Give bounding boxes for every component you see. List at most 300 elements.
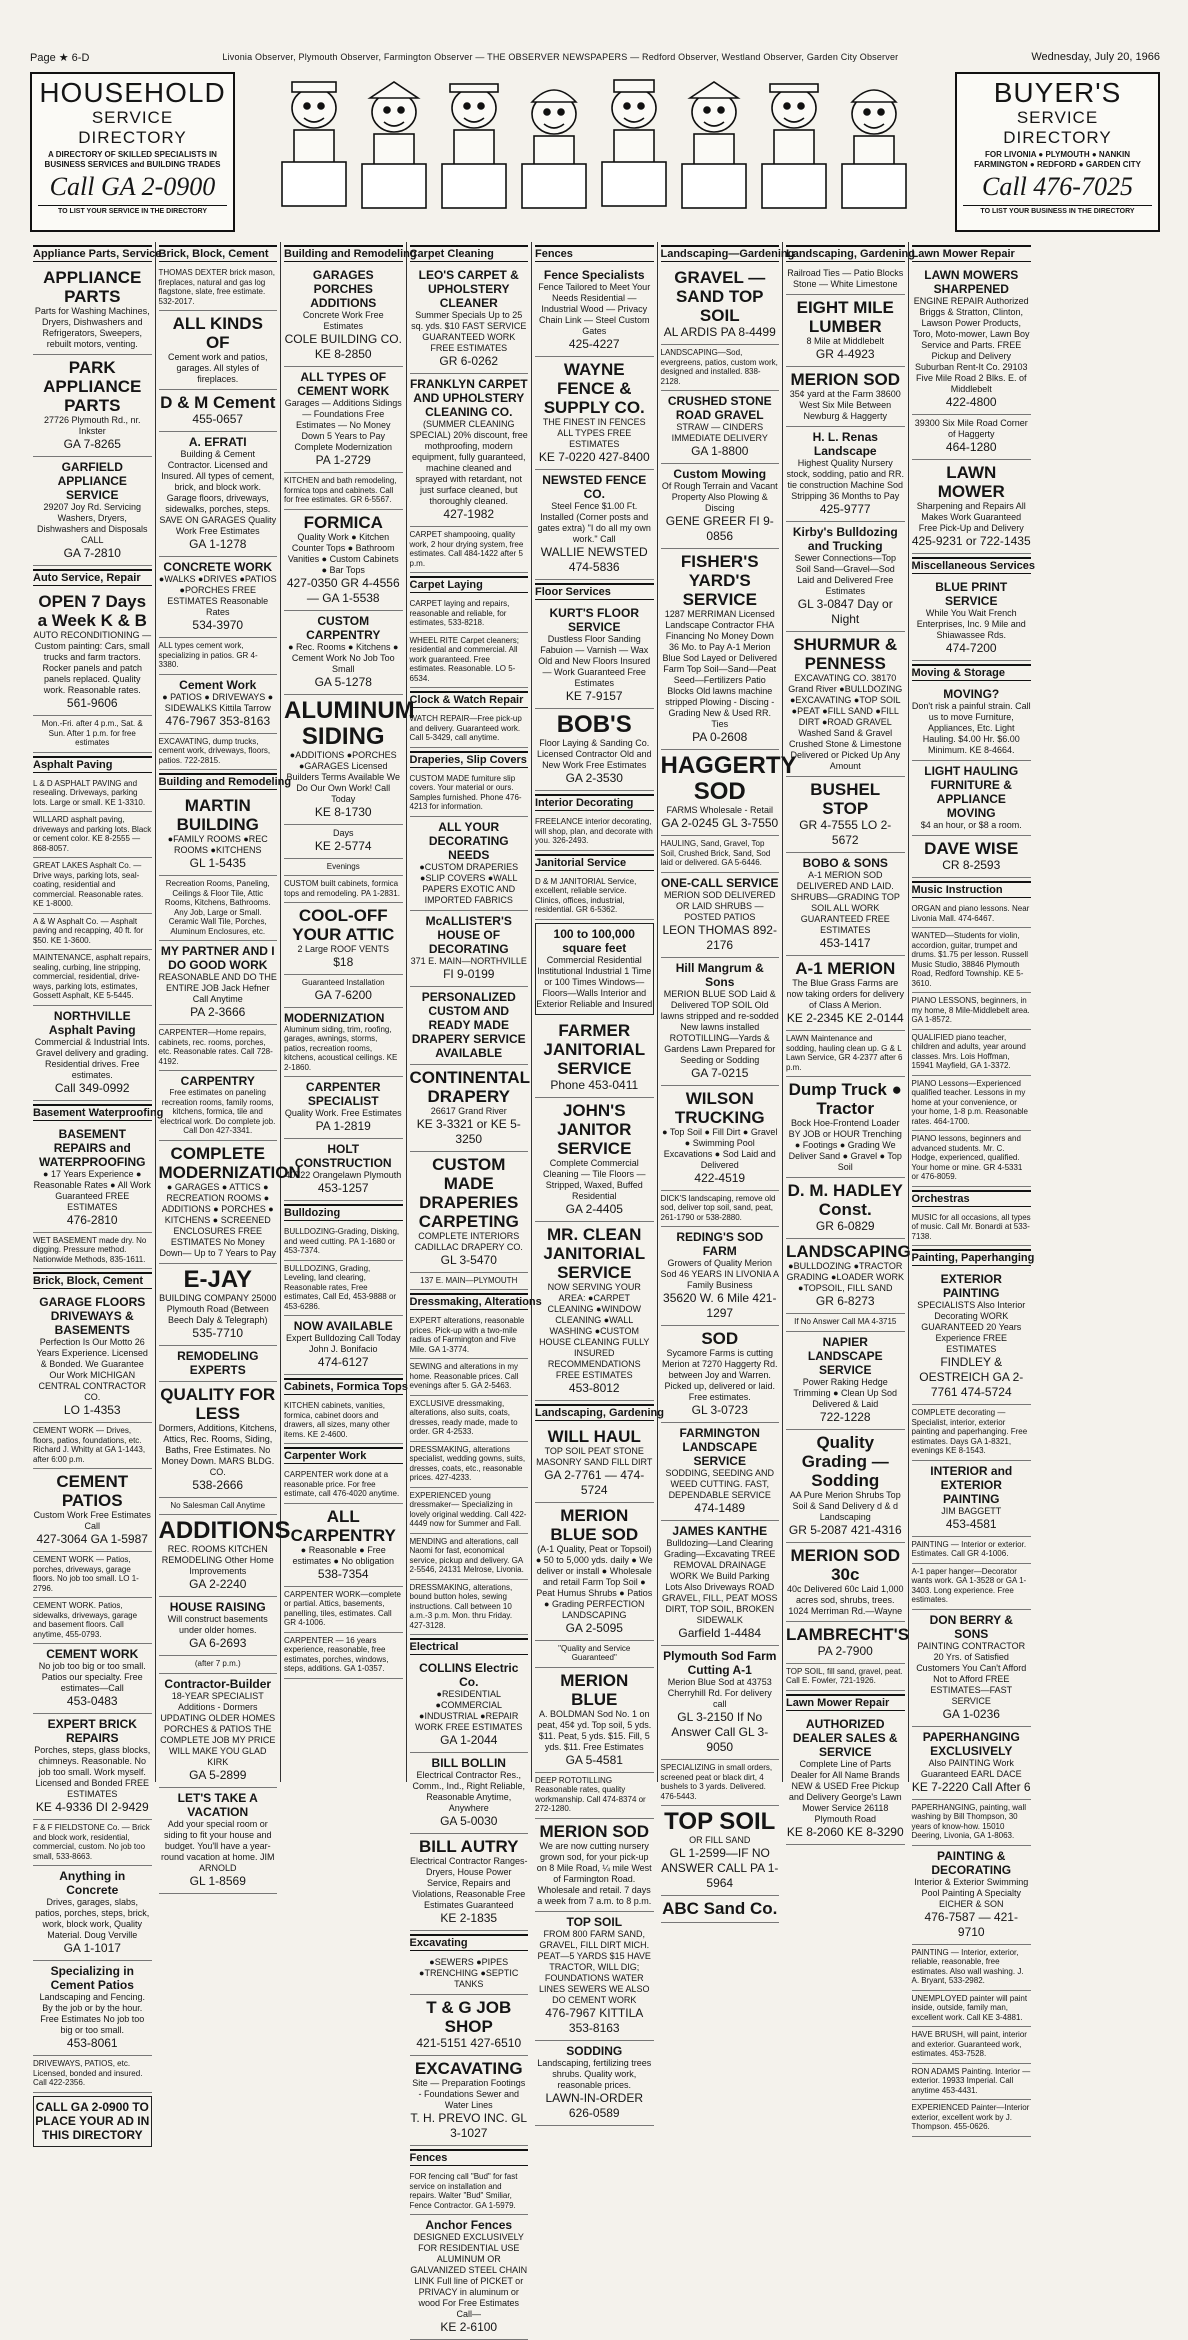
- ad-body: We are now cutting nursery grown sod, for your pick-up on 8 Mile Road, ¼ mile West of Farmington Road. Wholesale and retail. 7 days a week from 7 a.m. to 8 p.m.: [536, 1840, 652, 1906]
- classified-ad: [912, 1610, 1032, 1727]
- ad-title: ALL TYPES OF CEMENT WORK: [297, 370, 390, 398]
- classified-ad: [912, 1564, 1032, 1610]
- classified-ad: [159, 1656, 278, 1674]
- ad-body: LAWN Maintenance and sodding, hauling clean up. G & L Lawn Service, GR 4-2377 after 6 p.m.: [786, 1034, 903, 1072]
- ad-body: SPECIALIZING in small orders, screened peat or black dirt, 4 bushels to 3 yards. Delivered. 476-5443.: [660, 1763, 773, 1801]
- category-header: Carpenter Work: [284, 1447, 403, 1464]
- classified-ad: [410, 1534, 529, 1580]
- classified-ad: [786, 632, 905, 777]
- classified-ad: [410, 1313, 529, 1359]
- ad-body: 8 Mile at Middlebelt: [806, 336, 885, 346]
- classified-ad: [284, 367, 403, 473]
- ad-body: Cement work and patios, garages. All styles of fireplaces.: [167, 352, 268, 384]
- classified-ad: [535, 470, 654, 580]
- ad-body: D & M JANITORIAL Service, excellent, reliable service. Clinics, offices, industrial, residential. GR 6-5362.: [535, 876, 637, 914]
- ad-phone: GL 3-5470: [440, 1252, 497, 1267]
- ad-body: ENGINE REPAIR Authorized Briggs & Stratton, Clinton, Lawson Power Products, Toro, Moto-mower, Lawn Boy Service and Parts. FREE Pickup and Delivery Suburban Rent-It Co. 29103 Five Mile Road 2 Blks. E. of Middlebelt: [912, 296, 1030, 394]
- classified-ad: [284, 1261, 403, 1317]
- ad-phone: KE 7-9157: [565, 689, 623, 703]
- ad-title: Hill Mangrum & Sons: [675, 960, 764, 989]
- classified-ad: [159, 265, 278, 311]
- ad-body: Of Rough Terrain and Vacant Property Also Plowing & Discing: [661, 481, 778, 513]
- ad-body: Floor Laying & Sanding Co. Licensed Contractor Old and New Work Free Estimates: [536, 738, 652, 770]
- classified-ad: [410, 1442, 529, 1488]
- classified-ad: [410, 527, 529, 573]
- classified-ad: [786, 1622, 910, 1664]
- ad-body: GREAT LAKES Asphalt Co. — Drive ways, parking lots, seal-coating, residential and commercial. Reasonable rates. KE 1-8000.: [33, 861, 144, 908]
- ad-title: MERION SOD: [790, 370, 901, 389]
- ad-phone: CR 8-2593: [942, 858, 1001, 872]
- classified-ad: [786, 367, 905, 427]
- ad-body: REC. ROOMS KITCHEN REMODELING Other Home Improvements: [161, 1544, 274, 1576]
- ad-phone: $18: [333, 955, 354, 969]
- ad-body: 29207 Joy Rd. Servicing Washers, Dryers, Dishwashers and Disposals CALL: [36, 502, 148, 545]
- ad-title: MOVING?: [943, 687, 1000, 701]
- ad-phone: GA 2-5095: [565, 1620, 623, 1635]
- ad-title: SHURMUR & PENNESS: [793, 635, 898, 673]
- ad-title: Anchor Fences: [425, 2218, 513, 2232]
- category-header: Interior Decorating: [535, 794, 654, 811]
- ad-body: Railroad Ties — Patio Blocks Stone — White Limestone: [787, 268, 904, 289]
- ad-body: QUALIFIED piano teacher, children and adults, year around classes. Mrs. Lois Hoffman, 15941 Mayfield, GA 1-3372.: [911, 1032, 1026, 1070]
- classified-ad: [660, 750, 797, 836]
- ad-title: FARMINGTON LANDSCAPE SERVICE: [679, 1426, 760, 1468]
- classified-ad: [159, 876, 278, 941]
- ad-body: PAINTING — Interior or exterior. Estimates. Call GR 4-1006.: [911, 1539, 1027, 1558]
- ad-body: HAULING, Sand, Gravel, Top Soil, Crushed Brick, Sand, Sod laid or delivered. GA 5-6446.: [660, 839, 771, 867]
- ad-body: THOMAS DEXTER brick mason, fireplaces, natural and gas log flagstone, slate, free estimate. 532-2017.: [158, 268, 275, 306]
- classified-ad: [159, 1674, 278, 1788]
- ad-title: LEO'S CARPET & UPHOLSTERY CLEANER: [418, 268, 519, 310]
- ad-title: HAGGERTY SOD: [660, 752, 797, 805]
- classified-ad: [410, 987, 529, 1065]
- classified-ad: [410, 2215, 529, 2340]
- ad-body: L & D ASPHALT PAVING and resealing. Driveways, parking lots. Large or small. KE 1-3310.: [33, 778, 146, 807]
- ad-body: SODDING, SEEDING AND WEED CUTTING. FAST, DEPENDABLE SERVICE: [665, 1468, 775, 1500]
- ad-phone: Garfield 1-4484: [678, 1626, 762, 1640]
- category-header: Auto Service, Repair: [33, 569, 152, 586]
- ad-body: FOR fencing call "Bud" for fast service on installation and repairs. Walter "Bud" Smiliar, Fence Contractor. GA 1-5979.: [409, 2172, 518, 2210]
- ad-title: NOW AVAILABLE: [293, 1319, 393, 1333]
- classified-ad: [410, 1152, 529, 1273]
- classified-ad: [33, 1292, 152, 1423]
- classified-ad: [410, 2169, 529, 2215]
- ad-body: While You Wait French Enterprises, Inc. 9 Mile and Shiawassee Rds.: [916, 608, 1026, 640]
- household-subtitle: SERVICE DIRECTORY: [78, 108, 187, 147]
- ad-body: DRIVEWAYS, PATIOS, etc. Licensed, bonded and insured. Call 422-2356.: [33, 2059, 143, 2087]
- classified-ad: [912, 2100, 1032, 2137]
- ad-title: CUSTOM MADE DRAPERIES CARPETING: [418, 1154, 519, 1231]
- classified-ad: [410, 1488, 529, 1534]
- tradesmen-illustration: [258, 72, 932, 237]
- issue-date: Wednesday, July 20, 1966: [1031, 51, 1160, 63]
- ad-body: RON ADAMS Painting. Interior — exterior. 19933 Imperial. Call anytime 453-4431.: [911, 2066, 1031, 2095]
- ad-body: KITCHEN and bath remodeling, formica tops and cabinets. Call for free estimates. GR 6-5567.: [284, 476, 397, 504]
- classified-ad: [284, 265, 403, 367]
- classified-ad: [284, 876, 403, 903]
- ad-body: WANTED—Students for violin, accordion, guitar, trumpet and drums. $1.75 per lesson. Russell Music Studio, 38846 Plymouth Road, Redford Township. KE 5-3610.: [911, 931, 1028, 988]
- classified-ad: [786, 1543, 905, 1622]
- category-header: Lawn Mower Repair: [912, 245, 1032, 262]
- ad-body: 137 E. MAIN—PLYMOUTH: [420, 1275, 518, 1285]
- classified-ad: [410, 1580, 529, 1636]
- ad-body: $4 an hour, or $8 a room.: [920, 820, 1022, 830]
- classified-ad: [410, 633, 529, 689]
- ad-body: Landscaping and Fencing. By the job or by the hour. Free Estimates No job too big or too small.: [39, 1992, 146, 2035]
- ad-phone: GA 2-0245 GL 3-7550: [661, 816, 779, 830]
- classified-ad: [284, 1316, 403, 1375]
- classified-ad: [33, 265, 152, 355]
- ad-title: Contractor-Builder: [164, 1676, 272, 1691]
- category-header: Lawn Mower Repair: [786, 1694, 905, 1711]
- ad-body: CEMENT WORK — Drives, floors, patios, foundations, etc. Richard J. Whitty at GA 1-1443, after 6:00 p.m.: [33, 1426, 146, 1464]
- classified-ad: [33, 2056, 152, 2093]
- ad-title: LANDSCAPING: [786, 1242, 911, 1261]
- classified-ad: [535, 1773, 654, 1819]
- tradesman-figure: [842, 90, 906, 208]
- ad-body: SEWING and alterations in my home. Reasonable prices. Call evenings after 5. GA 2-5463.: [409, 1362, 519, 1390]
- ad-phone: 427-0350 GR 4-4556 — GA 1-5538: [286, 575, 400, 605]
- classified-ad: [410, 711, 529, 748]
- ad-phone: 453-4581: [945, 1516, 997, 1531]
- ad-body: Add your special room or siding to fit your house and budget. You'll have a year-round vacation at home. JIM ARNOLD: [160, 1818, 275, 1873]
- category-header: Fences: [410, 2149, 529, 2166]
- ad-title: REMODELING EXPERTS: [177, 1348, 259, 1377]
- ad-body: ●FAMILY ROOMS ●REC ROOMS ●KITCHENS: [167, 834, 268, 855]
- classified-ad: [158, 1515, 291, 1597]
- ad-body: JIM BAGGETT: [941, 1505, 1002, 1516]
- tradesman-figure: [602, 80, 666, 206]
- ad-body: Landscaping, fertilizing trees shrubs. Quality work, reasonable prices.: [537, 2057, 652, 2090]
- ad-title: Custom Mowing: [673, 467, 767, 481]
- ad-phone: COLE BUILDING CO. KE 8-2850: [284, 332, 402, 361]
- ad-body: MERION BLUE SOD Laid & Delivered TOP SOIL Old lawns stripped and re-sodded New lawns installed ROTOTILLING—Yards & Gardens Lawn Prepared for Seeding or Sodding: [660, 988, 779, 1065]
- classified-ad: [786, 1239, 911, 1314]
- ad-title: MR. CLEAN JANITORIAL SERVICE: [543, 1224, 646, 1282]
- classified-ad: [410, 2056, 529, 2146]
- category-header: Basement Waterproofing: [33, 1104, 152, 1121]
- ad-title: BASEMENT REPAIRS and WATERPROOFING: [39, 1126, 146, 1169]
- ad-body: Commercial Residential Institutional Industrial 1 Time or 100 Times Windows—Floors—Walls Interior and Exterior Reliable and Insured: [536, 954, 653, 1009]
- ad-body: No job too big or too small. Patios our specialty. Free estimates—Call: [38, 1661, 146, 1693]
- ad-body: 1287 MERRIMAN Licensed Landscape Contractor FHA Financing No Money Down 36 Mo. to Pay A-1 Merion Blue Sod Layed or Delivered Farm Top Soil—Sand—Peat Seed—Fertilizers Patio Blocks Old lawns machine stripped Plowing - Discing - Grading New & Used RR. Ties: [662, 609, 778, 729]
- ad-title: E-JAY: [183, 1265, 252, 1293]
- classified-ad: [535, 1222, 654, 1401]
- ad-body: Power Raking Hedge Trimming ● Clean Up Sod Delivered & Laid: [793, 1376, 898, 1409]
- ad-column: [407, 242, 542, 2334]
- ad-body: Will construct basements under older homes.: [167, 1614, 268, 1635]
- classified-ad: [786, 1077, 905, 1178]
- classified-ad: [159, 557, 278, 638]
- classified-ad: [661, 1521, 780, 1646]
- category-header: Music Instruction: [912, 881, 1032, 898]
- ad-title: NORTHVILLE Asphalt Paving: [48, 1008, 136, 1037]
- classified-ad: [535, 709, 654, 791]
- ad-title: EIGHT MILE LUMBER: [796, 298, 894, 336]
- classified-ad: [912, 761, 1032, 836]
- category-header: Landscaping, Gardening: [535, 1404, 654, 1421]
- classified-ad: [912, 1269, 1032, 1405]
- ad-phone: GR 6-0262: [439, 354, 499, 368]
- ad-body: 40c Delivered 60c Laid 1,000 acres sod, shrubs, trees. 1024 Merriman Rd.—Wayne: [786, 1583, 904, 1616]
- classified-ad: [33, 812, 152, 858]
- ad-body: Free estimates on paneling recreation rooms, family rooms, kitchens, formica, tile and electrical work. Do complete job. Call Don 427-3341.: [160, 1088, 276, 1135]
- classified-ad: [410, 1954, 529, 1995]
- classified-ad: [786, 427, 905, 522]
- classified-ad: [786, 1178, 905, 1239]
- classified-ad: [410, 1753, 529, 1834]
- ad-phone: GA 2-3530: [565, 771, 623, 785]
- ad-phone: 453-8061: [66, 2036, 118, 2050]
- ad-body: THE FINEST IN FENCES ALL TYPES FREE ESTIMATES: [542, 417, 646, 449]
- ad-body: ●ADDITIONS ●PORCHES ●GARAGES Licensed Builders Terms Available We Do Our Own Work! Call Today: [286, 749, 401, 804]
- ad-title: COMPLETE MODERNIZATION: [158, 1143, 301, 1182]
- ad-title: BOBO & SONS: [802, 856, 888, 870]
- ad-body: 35¢ yard at the Farm 38600 West Six Mile Between Newburg & Haggerty: [789, 389, 901, 421]
- classified-ad: [661, 549, 780, 750]
- ad-phone: LO 1-4353: [63, 1403, 121, 1417]
- classified-ad: [284, 1633, 403, 1679]
- ad-phone: LAWN-IN-ORDER 626-0589: [545, 2090, 644, 2120]
- classified-ad: [912, 928, 1032, 993]
- ad-title: CUSTOM CARPENTRY: [306, 613, 381, 642]
- ad-title: Specializing in Cement Patios: [50, 1964, 134, 1992]
- ad-title: A. EFRATI: [188, 435, 247, 449]
- ad-title: COOL-OFF YOUR ATTIC: [292, 906, 395, 944]
- classified-ad: [912, 901, 1032, 928]
- category-header: Landscaping—Gardening: [661, 245, 780, 262]
- ad-body: PAINTING CONTRACTOR 20 Yrs. of Satisfied Customers You Can't Afford Not to Afford FREE ESTIMATES—FAST SERVICE: [916, 1640, 1027, 1706]
- classified-ad: [535, 1668, 654, 1773]
- ad-body: Evenings: [326, 861, 360, 871]
- classified-ad: [33, 776, 152, 813]
- ad-body: CARPENTER—Home repairs, cabinets, rec. rooms, porches, etc. Reasonable rates. Call 728-4192.: [158, 1028, 273, 1066]
- category-header: Draperies, Slip Covers: [410, 751, 529, 768]
- ad-phone: KE 2-1835: [440, 1911, 498, 1925]
- ad-phone: 453-1257: [317, 1181, 369, 1195]
- ad-body: CARPET laying and repairs, reasonable and reliable, for estimates, 533-8218.: [409, 599, 510, 627]
- ad-title: CARPENTRY: [180, 1074, 255, 1088]
- ad-body: Complete Line of Parts Dealer for All Name Brands NEW & USED Free Pickup and Delivery George's Lawn Mower Service 26118 Plymouth Road: [788, 1758, 902, 1824]
- ad-body: Also PAINTING Work Guaranteed EARL DACE: [920, 1757, 1022, 1779]
- classified-ad: [912, 1461, 1032, 1537]
- ad-column: [30, 242, 164, 2142]
- page-number: Page ★ 6-D: [30, 51, 90, 64]
- classified-ad: [535, 1819, 654, 1912]
- ad-phone: KE 8-2060 KE 8-3290: [786, 1824, 904, 1839]
- ad-body: BULLDOZING, Grading, Leveling, land clearing, Reasonable rates, Free estimates, Call Ed, 453-9888 or 453-6286.: [284, 1263, 397, 1311]
- ad-body: ●SEWERS ●PIPES ●TRENCHING ●SEPTIC TANKS: [419, 1957, 519, 1989]
- ad-body: EXCAVATING CO. 38170 Grand River ●BULLDOZING ●EXCAVATING ●TOP SOIL ●PEAT ●FILL SAND ●FILL DIRT ●ROAD GRAVEL Washed Sand & Gravel Crushed Stone & Limestone Delivered or Picked Up Any Amount: [788, 673, 903, 771]
- ad-body: Custom Work Free Estimates Call: [33, 1510, 151, 1531]
- ad-body: Dustless Floor Sanding Fabuion — Varnish — Wax Old and New Floors Insured — Work Guaranteed Free Estimates: [538, 634, 651, 688]
- ad-body: Highest Quality Nursery stock, sodding, patio and RR. tie construction Machine Sod Stripping 36 Months to Pay: [786, 458, 905, 501]
- ad-body: BULLDOZING-Grading, Disking, and weed cutting. PA 1-1680 or 453-7374.: [284, 1227, 400, 1255]
- ad-phone: GA 5-2899: [189, 1767, 247, 1782]
- ad-title: COLLINS Electric Co.: [419, 1661, 519, 1689]
- classified-ad: [912, 460, 1032, 554]
- classified-ad: [284, 1224, 403, 1261]
- ad-body: ●RESIDENTIAL ●COMMERCIAL ●INDUSTRIAL ●REPAIR WORK FREE ESTIMATES: [415, 1689, 523, 1732]
- ad-column: [281, 242, 417, 1782]
- buyers-title: BUYER'S: [993, 77, 1122, 108]
- ad-phone: KE 2-6100: [440, 2320, 498, 2334]
- category-header: Clock & Watch Repair: [410, 691, 529, 708]
- ad-phone: GA 1-1017: [63, 1941, 121, 1955]
- ad-body: EXCAVATING, dump trucks, cement work, driveways, floors, patios. 722-2815.: [158, 736, 271, 765]
- ad-title: MERION SOD 30c: [790, 1545, 901, 1584]
- ad-body: ALL types cement work, specializing in patios. GR 4-3380.: [158, 641, 258, 669]
- classified-ad: [33, 2096, 152, 2147]
- classified-ad: [786, 1714, 905, 1845]
- classified-ad: [33, 914, 152, 951]
- classified-ad: [786, 522, 905, 632]
- ad-body: 18-YEAR SPECIALIST Additions - Dormers UPDATING OLDER HOMES PORCHES & PATIOS THE COMPLETE JOB MY PRICE WILL MAKE YOU GLAD KIRK: [160, 1690, 276, 1767]
- classified-ad: [786, 1314, 905, 1332]
- ad-phone: 453-8012: [568, 1380, 620, 1395]
- ad-title: ABC Sand Co.: [662, 1899, 778, 1918]
- classified-ad: [912, 1537, 1032, 1564]
- classified-ad: [33, 1961, 152, 2056]
- ad-body: Drives, garages, slabs, patios, porches, steps, brick, work, block work, Quality Material. Doug Verville: [35, 1897, 150, 1940]
- category-header: Asphalt Paving: [33, 756, 152, 773]
- category-header: Miscellaneous Services: [912, 557, 1032, 574]
- ad-phone: 464-1280: [945, 440, 997, 454]
- ad-phone: GL 3-0723: [691, 1403, 748, 1417]
- category-header: Excavating: [410, 1934, 529, 1951]
- ad-body: (after 7 p.m.): [194, 1659, 241, 1668]
- ad-title: DAVE WISE: [924, 839, 1019, 858]
- ad-body: UNEMPLOYED painter will paint inside, outside, family man, excellent work. Call KE 3-4881.: [911, 1993, 1028, 2022]
- ad-title: KURT'S FLOOR SERVICE: [549, 606, 639, 634]
- ad-body: CARPENTER work done at a reasonable price. For free estimate, call 476-4020 anytime.: [284, 1470, 400, 1498]
- category-header: Appliance Parts, Service: [33, 245, 152, 262]
- ad-title: BILL BOLLIN: [431, 1756, 506, 1770]
- ad-body: COMPLETE decorating — Specialist, interior, exterior painting and paperhanging. Free estimates. Days GA 1-8321, evenings KE 8-1543.: [911, 1408, 1028, 1455]
- ad-body: CARPENTER — 16 years experience, reasonable, free estimates, porches, windows, steps, additions. GA 1-0357.: [284, 1635, 389, 1673]
- ad-title: MERION BLUE SOD: [550, 1505, 639, 1544]
- ad-title: ALUMINUM SIDING: [284, 696, 415, 750]
- ad-title: WILL HAUL: [547, 1426, 641, 1446]
- ad-phone: GA 5-4581: [565, 1752, 623, 1767]
- classified-ad: [535, 814, 654, 851]
- ad-body: CUSTOM built cabinets, formica tops and remodeling. PA 1-2831.: [284, 879, 400, 898]
- category-header: Bulldozing: [284, 1204, 403, 1221]
- classified-ad: [410, 1834, 529, 1931]
- ad-title: OPEN 7 Days a Week K & B: [37, 592, 147, 630]
- classified-ad: [159, 432, 278, 557]
- ad-body: A-1 MERION SOD DELIVERED AND LAID. SHRUBS—GRADING TOP SOIL ALL WORK GUARANTEED FREE ESTIMATES: [790, 870, 900, 935]
- ad-body: Garages — Additions Sidings — Foundations Free Estimates — No Money Down 5 Years to Pay Complete Modernization: [284, 398, 402, 452]
- ad-body: 27726 Plymouth Rd., nr. Inkster: [43, 415, 141, 436]
- classified-ad: [410, 1065, 529, 1152]
- ad-phone: KE 3-3321 or KE 5-3250: [416, 1116, 521, 1146]
- ad-phone: GL 1-5435: [189, 856, 246, 870]
- ad-title: CEMENT PATIOS: [56, 1472, 129, 1510]
- classified-ad: [535, 1641, 654, 1668]
- ad-phone: GA 6-2693: [189, 1636, 247, 1650]
- ad-title: BILL AUTRY: [419, 1837, 519, 1856]
- ad-title: EXTERIOR PAINTING: [940, 1272, 1002, 1300]
- classified-ad: [535, 357, 654, 470]
- ad-title: GARFIELD APPLIANCE SERVICE: [57, 460, 127, 502]
- classified-ad: [33, 858, 152, 914]
- classified-ad: [661, 1646, 780, 1760]
- classified-ad: [284, 1139, 403, 1201]
- ad-phone: GENE GREER FI 9-0856: [665, 514, 774, 543]
- ad-body: WATCH REPAIR—Free pick-up and delivery. Guaranteed work. Call 5-3429, call anytime.: [409, 714, 522, 742]
- tradesman-figure: [522, 90, 586, 208]
- classified-ad: [912, 1405, 1032, 1461]
- ad-title: Fence Specialists: [543, 268, 645, 282]
- ad-phone: GR 4-7555 LO 2-5672: [799, 818, 892, 847]
- ad-phone: GL 3-0847 Day or Night: [797, 597, 893, 626]
- classified-ad: [159, 675, 278, 734]
- ad-title: CRUSHED STONE ROAD GRAVEL: [667, 394, 772, 422]
- ad-title: BLUE PRINT SERVICE: [935, 580, 1008, 608]
- classified-ad: [661, 1896, 780, 1923]
- classified-ad: [661, 464, 780, 549]
- ad-body: CARPET shampooing, quality work, 2 hour drying system, free estimates. Call 484-1422 after 5 p.m.: [409, 530, 524, 568]
- classified-ad: [33, 1469, 152, 1552]
- category-header: Fences: [535, 245, 654, 262]
- buyers-call: Call 476-7025: [982, 172, 1133, 201]
- ad-body: WET BASEMENT made dry. No digging. Pressure method. Nationwide Methods, 835-1611.: [33, 1235, 147, 1264]
- ad-phone: GA 7-2810: [63, 546, 121, 560]
- ad-phone: 425-9777: [819, 502, 871, 516]
- ad-body: Interior & Exterior Swimming Pool Painting A Specialty EICHER & SON: [914, 1876, 1029, 1909]
- tradesman-figure: [762, 84, 826, 208]
- ad-title: AUTHORIZED DEALER SALES & SERVICE: [792, 1716, 898, 1759]
- classified-ad: [284, 1008, 403, 1078]
- ad-title: WAYNE FENCE & SUPPLY CO.: [543, 360, 645, 417]
- ad-title: GRAVEL — SAND TOP SOIL: [674, 268, 766, 325]
- classified-ad: [535, 1098, 654, 1222]
- ad-phone: 538-2666: [192, 1477, 244, 1492]
- classified-ad: [786, 1332, 905, 1430]
- ad-body: DEEP ROTOTILLING Reasonable rates, quality workmanship. Call 474-8374 or 272-1280.: [535, 1775, 646, 1813]
- ad-title: PERSONALIZED CUSTOM AND READY MADE DRAPERY SERVICE AVAILABLE: [411, 989, 526, 1060]
- ad-title: FARMER JANITORIAL SERVICE: [543, 1020, 646, 1078]
- ad-body: Recreation Rooms, Paneling, Ceilings & Floor Tile, Attic Rooms, Kitchens, Bathrooms. Any Job, Large or Small. Ceramic Wall Tile, Porches, Aluminum Enclosures, etc.: [164, 879, 271, 936]
- ad-body: CARPENTER WORK—complete or partial. Attics, basements, panelling, tiles, estimates. Call GR 4-1006.: [284, 1589, 401, 1627]
- ad-title: PAPERHANGING EXCLUSIVELY: [922, 1729, 1020, 1758]
- classified-ad: [33, 355, 152, 457]
- classified-ad: [159, 1788, 278, 1894]
- classified-ad: [284, 510, 403, 611]
- classified-ad: [33, 1598, 152, 1644]
- ad-body: DESIGNED EXCLUSIVELY FOR RESIDENTIAL USE ALUMINUM OR GALVANIZED STEEL CHAIN LINK Full line of PICKET or PRIVACY in aluminum or wood For Free Estimates Call—: [410, 2232, 528, 2319]
- classified-ad: [410, 771, 529, 817]
- classified-ad: [786, 1430, 905, 1543]
- category-header: Floor Services: [535, 583, 654, 600]
- classified-ad: [535, 2041, 654, 2126]
- ad-body: Summer Specials Up to 25 sq. yds. $10 FAST SERVICE GUARANTEED WORK FREE ESTIMATES: [411, 310, 527, 353]
- ad-body: Growers of Quality Merion Sod 46 YEARS IN LIVONIA A Family Business: [660, 1258, 779, 1290]
- household-list-note: TO LIST YOUR SERVICE IN THE DIRECTORY: [38, 205, 227, 215]
- ad-title: A-1 MERION: [795, 959, 896, 978]
- ad-phone: 422-4519: [694, 1170, 746, 1185]
- classified-ad: [912, 1030, 1032, 1076]
- classified-ad: [410, 1995, 529, 2056]
- ad-title: CALL GA 2-0900 TO PLACE YOUR AD IN THIS DIRECTORY: [35, 2099, 150, 2142]
- ad-phone: GA 1-0236: [942, 1706, 1000, 1721]
- classified-ad: [159, 1498, 278, 1516]
- ad-title: JOHN'S JANITOR SERVICE: [557, 1100, 632, 1158]
- classified-ad: [159, 390, 278, 432]
- ad-body: COMPLETE INTERIORS CADILLAC DRAPERY CO.: [414, 1230, 523, 1252]
- ad-body: DRESSMAKING, alterations, bound button holes, sewing instructions. Call between 10 a.m.-3 p.m. Mon. thru Friday. 427-3128.: [409, 1582, 513, 1630]
